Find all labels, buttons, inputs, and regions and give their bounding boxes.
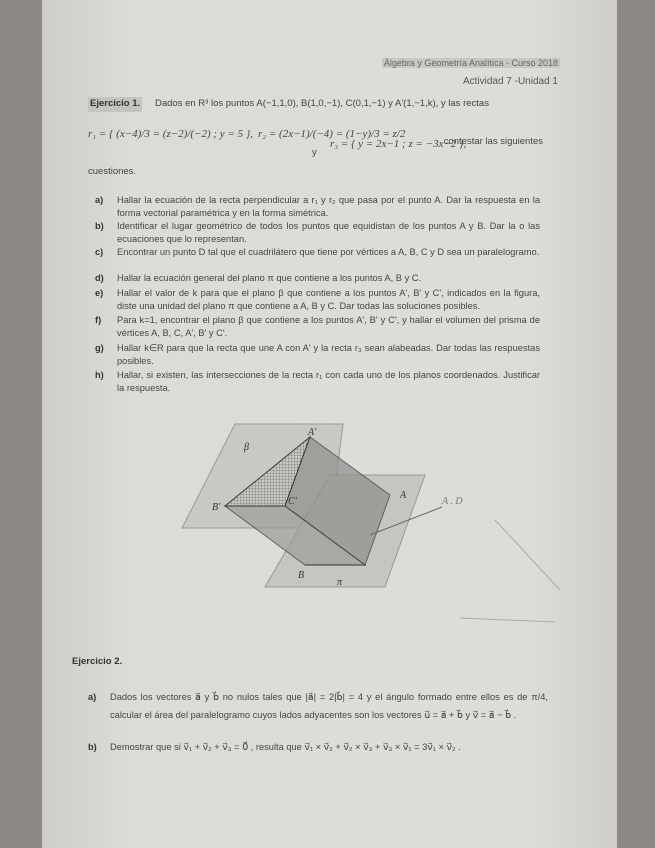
question-text: Encontrar un punto D tal que el cuadrilátero que tiene por vértices a A, B, C y D sea un paralelogramo. bbox=[117, 247, 540, 257]
question-label: b) bbox=[95, 221, 104, 231]
line-r1: r₁ = { (x−4)/3 = (z−2)/(−2) ; y = 5 }, bbox=[88, 128, 253, 140]
question-text: Hallar la ecuación de la recta perpendicular a r₁ y r₂ que pasa por el punto A. Dar la respuesta en la forma vectorial paramétrica y en la forma simétrica. bbox=[117, 195, 540, 218]
question-a bbox=[95, 194, 540, 220]
question-label: d) bbox=[95, 273, 104, 283]
label-b-prime: B' bbox=[212, 502, 221, 513]
question-b bbox=[95, 220, 540, 246]
exercise-1-title: Ejercicio 1. bbox=[88, 97, 142, 112]
question-d bbox=[95, 272, 540, 285]
course-header: Álgebra y Geometría Analítica - Curso 2018 bbox=[383, 58, 558, 68]
exercise-2-title: Ejercicio 2. bbox=[72, 656, 123, 667]
question-label: f) bbox=[95, 315, 102, 325]
question-f bbox=[95, 314, 540, 340]
question-text: Hallar, si existen, las intersecciones de la recta r₁ con cada uno de los planos coordenados. Justificar la respuesta. bbox=[117, 370, 540, 393]
label-c-prime: C' bbox=[288, 496, 297, 507]
pencil-mark bbox=[460, 618, 555, 622]
exercise-1-intro: Dados en R³ los puntos A(−1,1,0), B(1,0,−1), C(0,1,−1) y A'(1,−1,k), y las rectas bbox=[155, 98, 489, 109]
question-label: a) bbox=[88, 692, 97, 702]
question-text: Identificar el lugar geométrico de todos los puntos que equidistan de los puntos A y B. Dar la o las ecuaciones que lo representan. bbox=[117, 221, 540, 244]
line-r3: r₃ = { y = 2x−1 ; z = −3x−2 }, bbox=[330, 138, 467, 150]
question-c bbox=[95, 246, 540, 259]
question-text: Demostrar que si v⃗₁ + v⃗₂ + v⃗₃ = 0⃗ , resulta que v⃗₁ × v⃗₂ + v⃗₂ × v⃗₃ + v⃗₃ × v⃗₁ = 3v⃗₁ × v⃗₂ . bbox=[110, 742, 461, 752]
question-e bbox=[95, 287, 540, 313]
question-label: g) bbox=[95, 343, 104, 353]
question-label: c) bbox=[95, 247, 104, 257]
pencil-mark bbox=[495, 520, 560, 590]
exercise-2-a bbox=[88, 688, 548, 724]
question-label: h) bbox=[95, 370, 104, 380]
question-g bbox=[95, 342, 540, 368]
conjunction: y bbox=[312, 147, 317, 158]
label-a-prime: A' bbox=[308, 427, 317, 438]
line-r2: r₂ = (2x−1)/(−4) = (1−y)/3 = z/2 bbox=[258, 128, 406, 140]
question-text: Hallar el valor de k para que el plano β que contiene a los puntos A', B' y C', indicados en la figura, diste una unidad del plano π que contiene a A, B y C. Dar todas las soluciones posibles. bbox=[117, 288, 540, 311]
question-h bbox=[95, 369, 540, 395]
activity-header: Actividad 7 -Unidad 1 bbox=[462, 76, 558, 87]
label-beta: β bbox=[244, 442, 249, 453]
question-text: Para k=1, encontrar el plano β que contiene a los puntos A', B' y C', y hallar el volumen del prisma de vértices A, B, C, A', B' y C'. bbox=[117, 315, 540, 338]
question-label: b) bbox=[88, 742, 97, 752]
question-text: Dados los vectores a⃗ y b⃗ no nulos tales que |a⃗| = 2|b⃗| = 4 y el ángulo formado entre ellos es de π/4, calcular el área del paralelogramo cuyos lados adyacentes son los vectores u⃗ = a⃗ + b⃗ y v⃗ = a⃗ − b⃗ . bbox=[110, 692, 548, 720]
exercise-2-b bbox=[88, 738, 548, 756]
label-b: B bbox=[298, 570, 305, 581]
label-pi: π bbox=[337, 577, 343, 588]
pencil-note: A . D bbox=[442, 496, 463, 507]
question-text: Hallar la ecuación general del plano π que contiene a los puntos A, B y C. bbox=[117, 273, 422, 283]
intro-tail-2: cuestiones. bbox=[88, 166, 137, 177]
intro-tail: contestar las siguientes bbox=[443, 136, 543, 147]
prism-figure bbox=[180, 410, 560, 650]
question-label: e) bbox=[95, 288, 104, 298]
question-label: a) bbox=[95, 195, 104, 205]
question-text: Hallar k∈R para que la recta que une A con A' y la recta r₃ sean alabeadas. Dar todas las respuestas posibles. bbox=[117, 343, 540, 366]
label-a: A bbox=[400, 490, 407, 501]
